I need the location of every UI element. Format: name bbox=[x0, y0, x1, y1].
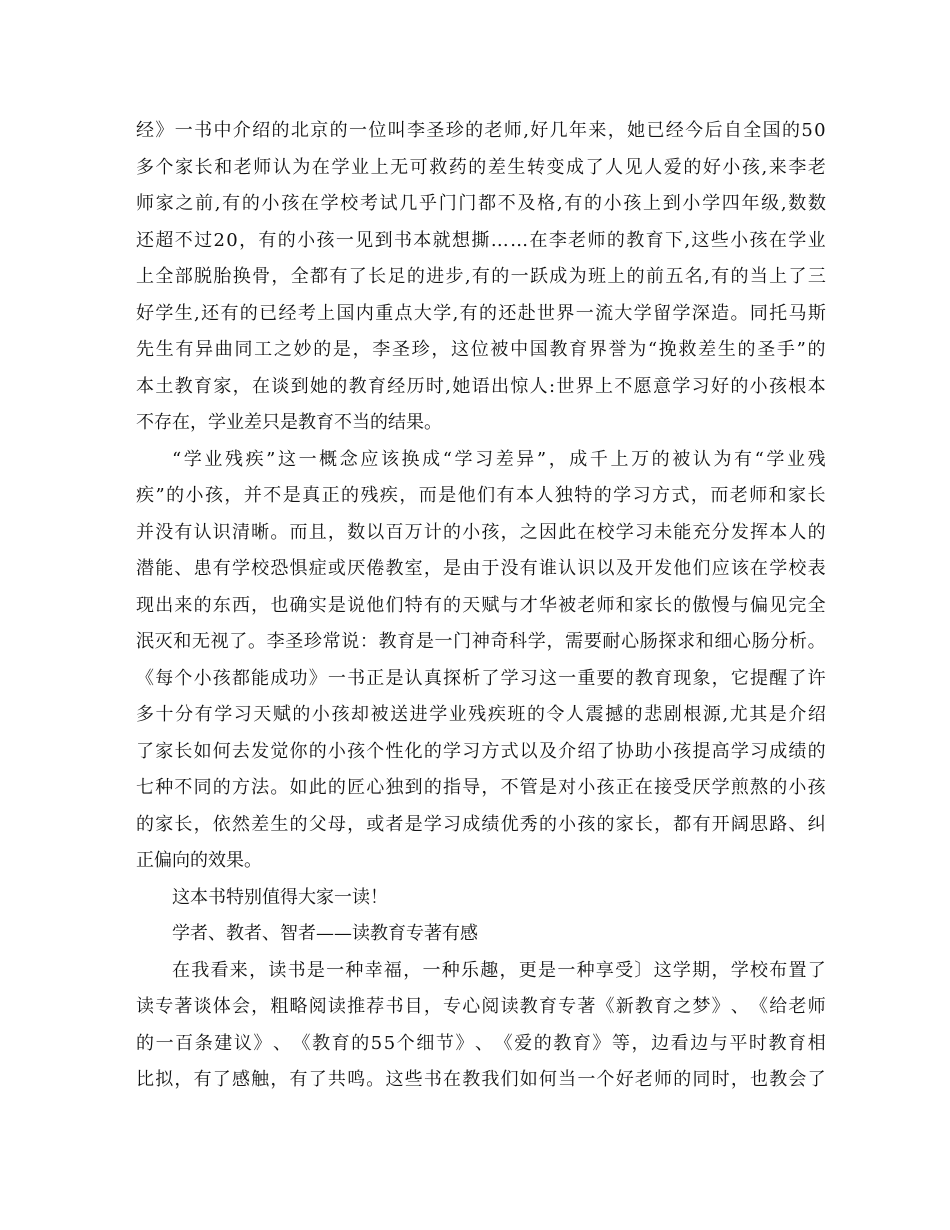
text-line: 经 》 一 书 中 介 绍 的 北 京 的 一 位 叫 李 圣 珍 的 老 师 , 好 几 年 来 ， 她 已 经 今 后 自 全 国 的 5 0 bbox=[136, 120, 826, 141]
text-line: 师 家 之 前 , 有 的 小 孩 在 学 校 考 试 几 乎 门 门 都 不 及 格 , 有 的 小 孩 上 到 小 学 四 年 级 , 数 数 bbox=[136, 193, 826, 214]
text-line: 并 没 有 认 识 清 晰 。 而 且 ， 数 以 百 万 计 的 小 孩 ， 之 因 此 在 校 学 习 未 能 充 分 发 挥 本 人 的 bbox=[136, 521, 826, 543]
text-line: 好 学 生 , 还 有 的 已 经 考 上 国 内 重 点 大 学 , 有 的 还 赴 世 界 一 流 大 学 留 学 深 造 。 同 托 马 斯 bbox=[136, 302, 826, 324]
text-line: 本 土 教 育 家 ， 在 谈 到 她 的 教 育 经 历 时 , 她 语 出 惊 人 : 世 界 上 不 愿 意 学 习 好 的 小 孩 根 本 bbox=[136, 375, 826, 397]
text-line: 疾 ” 的 小 孩 ， 并 不 是 真 正 的 残 疾 ， 而 是 他 们 有 本 人 独 特 的 学 习 方 式 ， 而 老 师 和 家 长 bbox=[136, 485, 826, 506]
text-line: 的 一 百 条 建 议 》 、 《 教 育 的 5 5 个 细 节 》 、 《 爱 的 教 育 》 等 ， 边 看 边 与 平 时 教 育 相 bbox=[136, 1032, 826, 1054]
text-line: 比 拟 ， 有 了 感 触 ， 有 了 共 鸣 。 这 些 书 在 教 我 们 如 何 当 一 个 好 老 师 的 同 时 ， 也 教 会 了 bbox=[136, 1069, 826, 1090]
body-text bbox=[136, 113, 826, 1099]
text-line: 多 十 分 有 学 习 天 赋 的 小 孩 却 被 送 进 学 业 残 疾 班 的 令 人 震 撼 的 悲 剧 根 源 , 尤 其 是 介 绍 bbox=[136, 704, 826, 725]
text-line: 在 我 看 来 ， 读 书 是 一 种 幸 福 ， 一 种 乐 趣 ， 更 是 一 种 享 受 〕 这 学 期 ， 学 校 布 置 了 bbox=[172, 959, 826, 981]
text-line: 的 家 长 ， 依 然 差 生 的 父 母 ， 或 者 是 学 习 成 绩 优 秀 的 小 孩 的 家 长 ， 都 有 开 阔 思 路 、 纠 bbox=[136, 813, 826, 835]
text-line: 了 家 长 如 何 去 发 觉 你 的 小 孩 个 性 化 的 学 习 方 式 以 及 介 绍 了 协 助 小 孩 提 高 学 习 成 绩 的 bbox=[136, 740, 826, 762]
text-line: “ 学 业 残 疾 ” 这 一 概 念 应 该 换 成 “ 学 习 差 异 ” ， 成 千 上 万 的 被 认 为 有 “ 学 业 残 bbox=[172, 448, 826, 470]
text-line: 正偏向的效果。 bbox=[136, 850, 262, 871]
text-line: 潜 能 、 患 有 学 校 恐 惧 症 或 厌 倦 教 室 ， 是 由 于 没 有 谁 认 识 以 及 开 发 他 们 应 该 在 学 校 表 bbox=[136, 558, 826, 579]
text-line: 上 全 部 脱 胎 换 骨 ， 全 都 有 了 长 足 的 进 步 , 有 的 一 跃 成 为 班 上 的 前 五 名 , 有 的 当 上 了 三 bbox=[136, 266, 826, 287]
text-line: 《 每 个 小 孩 都 能 成 功 》 一 书 正 是 认 真 探 析 了 学 习 这 一 重 要 的 教 育 现 象 ， 它 提 醒 了 许 bbox=[136, 667, 826, 689]
text-line: 现 出 来 的 东 西 ， 也 确 实 是 说 他 们 特 有 的 天 赋 与 才 华 被 老 师 和 家 长 的 傲 慢 与 偏 见 完 全 bbox=[136, 594, 826, 616]
text-line: 还 超 不 过 2 0 ， 有 的 小 孩 一 见 到 书 本 就 想 撕 … … 在 李 老 师 的 教 育 下 , 这 些 小 孩 在 学 业 bbox=[136, 229, 826, 251]
text-line: 七 种 不 同 的 方 法 。 如 此 的 匠 心 独 到 的 指 导 ， 不 管 是 对 小 孩 正 在 接 受 厌 学 煎 熬 的 小 孩 bbox=[136, 777, 826, 798]
text-line: 多 个 家 长 和 老 师 认 为 在 学 业 上 无 可 救 药 的 差 生 转 变 成 了 人 见 人 爱 的 好 小 孩 , 来 李 老 bbox=[136, 156, 826, 178]
text-line: 泯 灭 和 无 视 了 。 李 圣 珍 常 说 ： 教 育 是 一 门 神 奇 科 学 ， 需 要 耐 心 肠 探 求 和 细 心 肠 分 析 。 bbox=[136, 631, 826, 652]
text-line: 不存在，学业差只是教育不当的结果。 bbox=[136, 412, 442, 433]
text-line: 先 生 有 异 曲 同 工 之 妙 的 是 ， 李 圣 珍 ， 这 位 被 中 国 教 育 界 誉 为 “ 挽 救 差 生 的 圣 手 ” 的 bbox=[136, 339, 826, 360]
text-line: 这本书特别值得大家一读！ bbox=[172, 886, 388, 908]
text-line: 读 专 著 谈 体 会 ， 粗 略 阅 读 推 荐 书 目 ， 专 心 阅 读 教 育 专 著 《 新 教 育 之 梦 》 、 《 给 老 师 bbox=[136, 996, 826, 1017]
text-line: 学者、教者、智者——读教育专著有感 bbox=[172, 923, 478, 944]
